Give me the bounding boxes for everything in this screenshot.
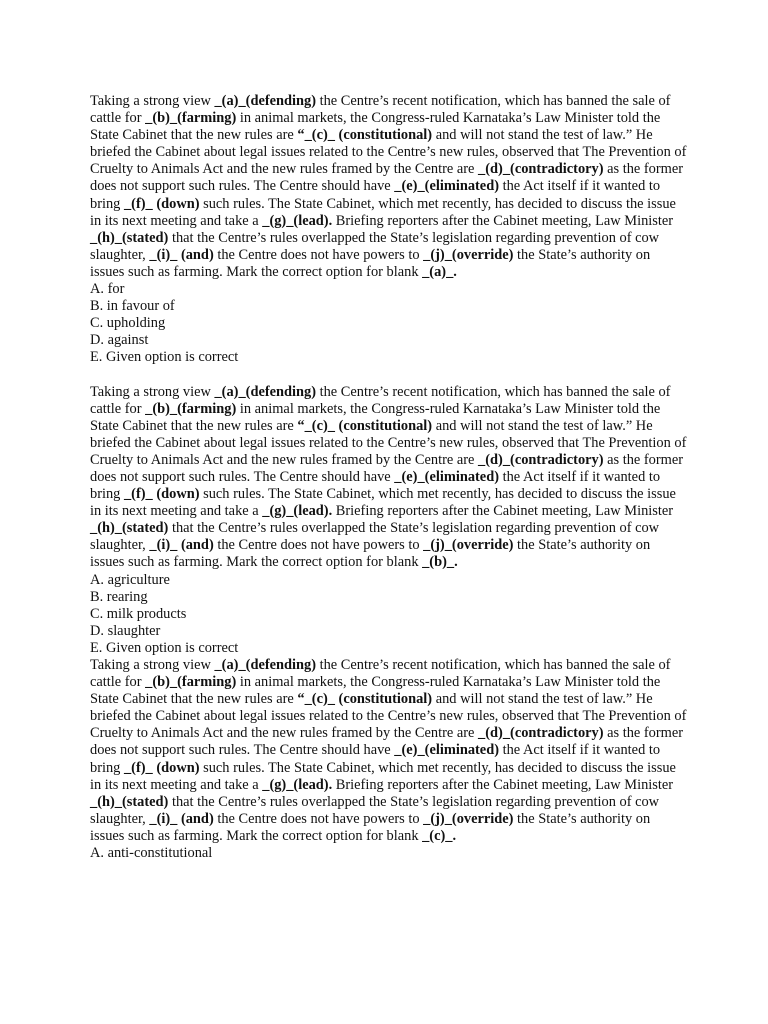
blank-g: _(g)_(lead).	[262, 776, 333, 793]
question-block-b	[90, 384, 688, 658]
answer-option[interactable]: A. agriculture	[90, 571, 170, 588]
question-passage: Taking a strong view _(a)_(defending) the Centre’s recent notification, which has banned the sale of cattle for _(b)_(farming) in animal markets, the Congress-ruled Karnataka’s Law Minister told the State Cabinet that the new rules are “_(c)_ (constitutional) and will not stand the test of law.” He briefed the Cabinet about legal issues related to the Centre’s new rules, observed that The Prevention of Cruelty to Animals Act and the new rules framed by the Centre are _(d)_(contradictory) as the former does not support such rules. The Centre should have _(e)_(eliminated) the Act itself if it wanted to bring _(f)_ (down) such rules. The State Cabinet, which met recently, has decided to discuss the issue in its next meeting and take a _(g)_(lead). Briefing reporters after the Cabinet meeting, Law Minister _(h)_(stated) that the Centre’s rules overlapped the State’s legislation regarding prevention of cow slaughter, _(i)_ (and) the Centre does not have powers to _(j)_(override) the State’s authority on issues such as farming. Mark the correct option for blank _(b)_.	[90, 383, 687, 571]
question-passage: Taking a strong view _(a)_(defending) the Centre’s recent notification, which has banned the sale of cattle for _(b)_(farming) in animal markets, the Congress-ruled Karnataka’s Law Minister told the State Cabinet that the new rules are “_(c)_ (constitutional) and will not stand the test of law.” He briefed the Cabinet about legal issues related to the Centre’s new rules, observed that The Prevention of Cruelty to Animals Act and the new rules framed by the Centre are _(d)_(contradictory) as the former does not support such rules. The Centre should have _(e)_(eliminated) the Act itself if it wanted to bring _(f)_ (down) such rules. The State Cabinet, which met recently, has decided to discuss the issue in its next meeting and take a _(g)_(lead). Briefing reporters after the Cabinet meeting, Law Minister _(h)_(stated) that the Centre’s rules overlapped the State’s legislation regarding prevention of cow slaughter, _(i)_ (and) the Centre does not have powers to _(j)_(override) the State’s authority on issues such as farming. Mark the correct option for blank _(a)_.	[90, 93, 687, 280]
blank-i: _(i)_ (and)	[149, 246, 214, 263]
question-blank: _(c)_.	[422, 827, 457, 844]
answer-option[interactable]: A. anti-constitutional	[90, 845, 213, 862]
question-blank: _(a)_.	[422, 263, 457, 280]
answer-options	[90, 281, 688, 366]
blank-b: _(b)_(farming)	[145, 674, 237, 691]
answer-options	[90, 572, 688, 657]
answer-options	[90, 845, 688, 862]
answer-option[interactable]: B. rearing	[90, 588, 148, 605]
answer-option[interactable]: B. in favour of	[90, 298, 175, 315]
blank-f: _(f)_ (down)	[123, 195, 200, 212]
blank-j: _(j)_(override)	[423, 810, 514, 827]
blank-j: _(j)_(override)	[423, 537, 514, 554]
blank-g: _(g)_(lead).	[262, 212, 333, 229]
blank-b: _(b)_(farming)	[145, 110, 237, 127]
blank-d: _(d)_(contradictory)	[478, 161, 604, 178]
question-prompt: Mark the correct option for blank	[222, 554, 423, 571]
answer-option[interactable]: C. milk products	[90, 605, 187, 622]
question-prompt: Mark the correct option for blank	[222, 827, 423, 844]
question-prompt: Mark the correct option for blank	[222, 263, 423, 280]
question-blank: _(b)_.	[422, 554, 458, 571]
blank-h: _(h)_(stated)	[90, 793, 169, 810]
blank-c: “_(c)_ (constitutional)	[297, 417, 433, 434]
blank-e: _(e)_(eliminated)	[394, 178, 499, 195]
answer-option[interactable]: D. slaughter	[90, 622, 161, 639]
blank-j: _(j)_(override)	[423, 246, 514, 263]
blank-b: _(b)_(farming)	[145, 400, 237, 417]
answer-option[interactable]: A. for	[90, 281, 125, 298]
answer-option[interactable]: E. Given option is correct	[90, 349, 239, 366]
blank-f: _(f)_ (down)	[123, 486, 200, 503]
blank-c: “_(c)_ (constitutional)	[297, 127, 433, 144]
blank-a: _(a)_(defending)	[214, 657, 317, 673]
answer-option[interactable]: C. upholding	[90, 315, 166, 332]
blank-e: _(e)_(eliminated)	[394, 468, 499, 485]
question-block-a	[90, 93, 688, 367]
blank-c: “_(c)_ (constitutional)	[297, 691, 433, 708]
blank-a: _(a)_(defending)	[214, 93, 317, 109]
blank-g: _(g)_(lead).	[262, 503, 333, 520]
blank-f: _(f)_ (down)	[123, 759, 200, 776]
answer-option[interactable]: D. against	[90, 332, 149, 349]
blank-i: _(i)_ (and)	[149, 810, 214, 827]
blank-i: _(i)_ (and)	[149, 537, 214, 554]
blank-h: _(h)_(stated)	[90, 520, 169, 537]
blank-h: _(h)_(stated)	[90, 229, 169, 246]
blank-a: _(a)_(defending)	[214, 383, 317, 400]
question-passage: Taking a strong view _(a)_(defending) the Centre’s recent notification, which has banned the sale of cattle for _(b)_(farming) in animal markets, the Congress-ruled Karnataka’s Law Minister told the State Cabinet that the new rules are “_(c)_ (constitutional) and will not stand the test of law.” He briefed the Cabinet about legal issues related to the Centre’s new rules, observed that The Prevention of Cruelty to Animals Act and the new rules framed by the Centre are _(d)_(contradictory) as the former does not support such rules. The Centre should have _(e)_(eliminated) the Act itself if it wanted to bring _(f)_ (down) such rules. The State Cabinet, which met recently, has decided to discuss the issue in its next meeting and take a _(g)_(lead). Briefing reporters after the Cabinet meeting, Law Minister _(h)_(stated) that the Centre’s rules overlapped the State’s legislation regarding prevention of cow slaughter, _(i)_ (and) the Centre does not have powers to _(j)_(override) the State’s authority on issues such as farming. Mark the correct option for blank _(c)_.	[90, 657, 687, 844]
answer-option[interactable]: E. Given option is correct	[90, 639, 239, 656]
question-block-c	[90, 657, 688, 862]
blank-e: _(e)_(eliminated)	[394, 742, 499, 759]
blank-d: _(d)_(contradictory)	[478, 451, 604, 468]
blank-d: _(d)_(contradictory)	[478, 725, 604, 742]
